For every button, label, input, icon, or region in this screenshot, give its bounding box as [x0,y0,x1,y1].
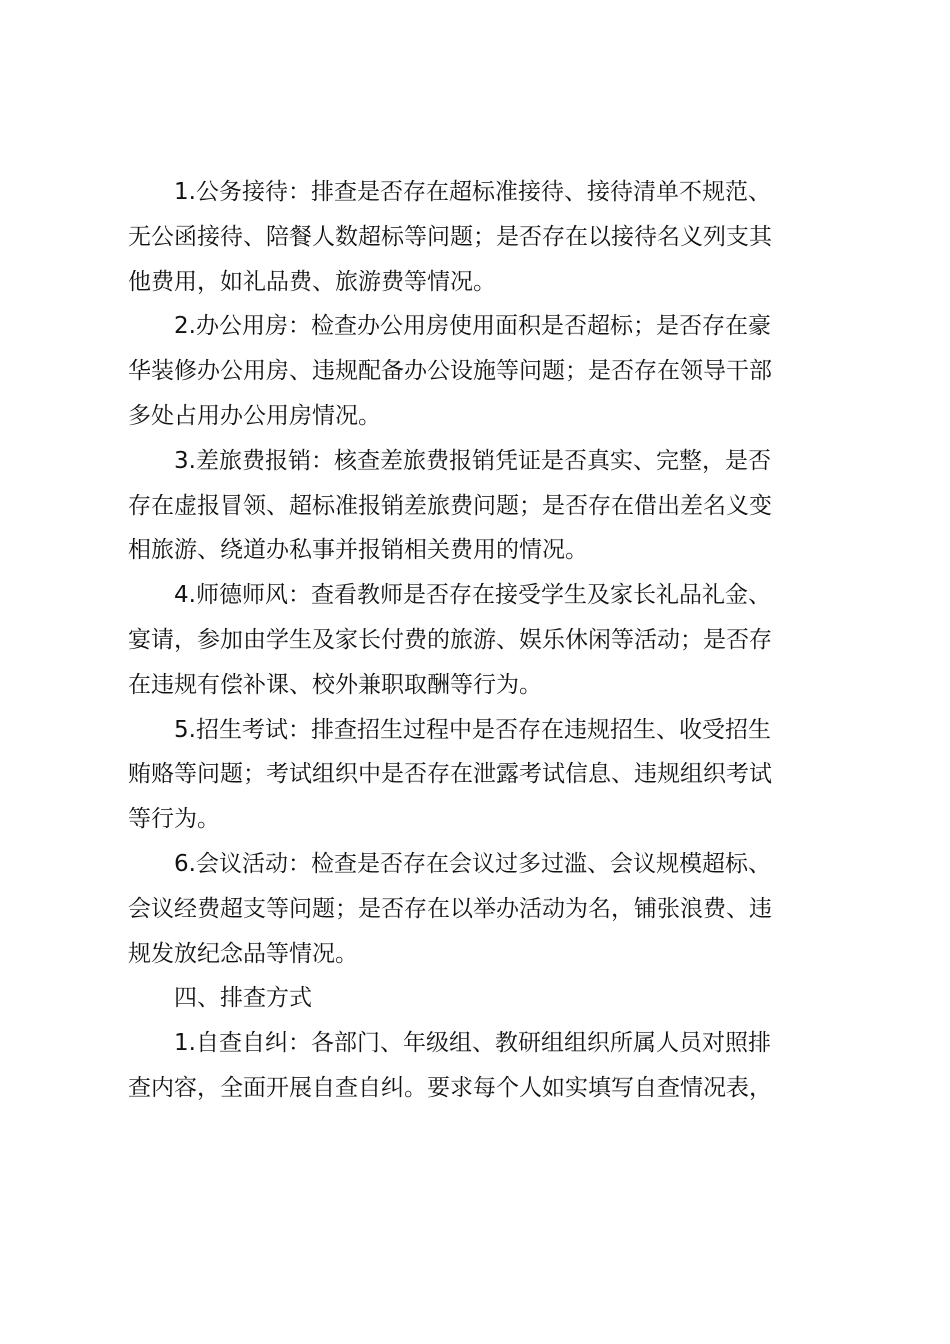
text-line: 华装修办公用房、违规配备办公设施等问题；是否存在领导干部 [128,358,772,385]
text-line: 会议经费超支等问题；是否存在以举办活动为名，铺张浪费、违 [128,895,772,922]
text-line: 3.差旅费报销：核查差旅费报销凭证是否真实、完整，是否 [174,447,771,474]
text-line: 1.自查自纠：各部门、年级组、教研组组织所属人员对照排 [174,1030,771,1057]
text-line: 多处占用办公用房情况。 [128,402,381,429]
text-line: 1.公务接待：排查是否存在超标准接待、接待清单不规范、 [174,179,771,205]
text-line: 存在虚报冒领、超标准报销差旅费问题；是否存在借出差名义变 [128,492,772,519]
text-line: 6.会议活动：检查是否存在会议过多过滥、会议规模超标、 [174,850,771,877]
text-line: 他费用，如礼品费、旅游费等情况。 [128,268,496,295]
text-line: 宴请，参加由学生及家长付费的旅游、娱乐休闲等活动；是否存 [128,626,772,653]
text-line: 4.师德师风：查看教师是否存在接受学生及家长礼品礼金、 [174,582,771,609]
section-heading: 四、排查方式 [174,985,312,1012]
text-line: 规发放纪念品等情况。 [128,940,358,967]
text-line: 贿赂等问题；考试组织中是否存在泄露考试信息、违规组织考试 [128,761,772,788]
text-line: 2.办公用房：检查办公用房使用面积是否超标；是否存在豪 [174,313,771,340]
text-line: 5.招生考试：排查招生过程中是否存在违规招生、收受招生 [174,716,771,743]
document-body [128,170,820,1111]
text-line: 等行为。 [128,806,220,833]
text-line: 无公函接待、陪餐人数超标等问题；是否存在以接待名义列支其 [128,223,772,250]
text-line: 查内容，全面开展自查自纠。要求每个人如实填写自查情况表， [128,1074,772,1101]
text-line: 在违规有偿补课、校外兼职取酬等行为。 [128,671,542,698]
text-line: 相旅游、绕道办私事并报销相关费用的情况。 [128,537,588,564]
